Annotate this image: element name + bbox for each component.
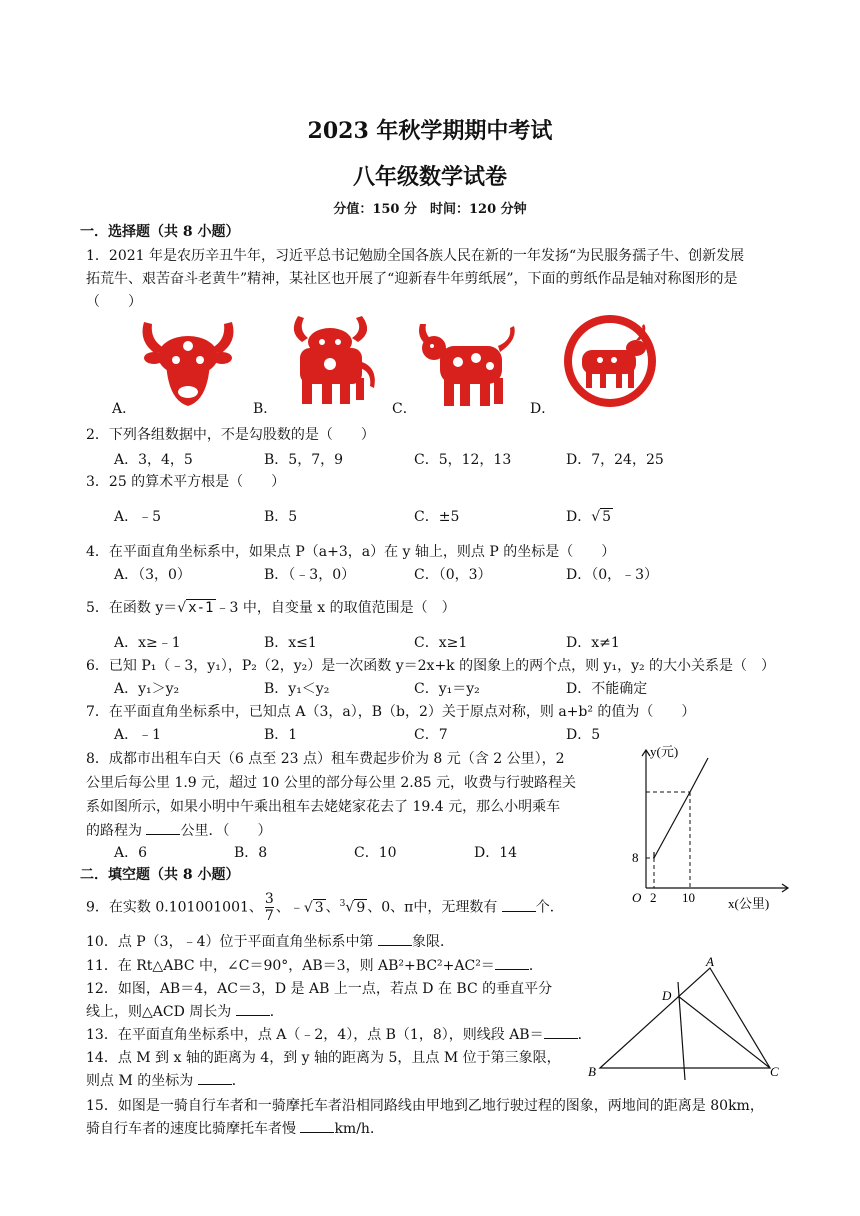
q1-option-b: B． (253, 401, 278, 417)
q8-option-b: B．8 (234, 845, 268, 861)
q6-stem: 6．已知 P₁（﹣3，y₁），P₂（2，y₂）是一次函数 y＝2x+k 的图象上的两个点，则 y₁，y₂ 的大小关系是（ ） (86, 658, 776, 674)
q1-option-a: A． (112, 401, 137, 417)
point-c-label: C (770, 1064, 779, 1079)
graph-x-label: x(公里) (728, 896, 770, 911)
q8-line2: 公里后每公里 1.9 元，超过 10 公里的部分每公里 2.85 元，收费与行驶路程关 (86, 775, 576, 791)
papercut-ox-walking-image (414, 316, 522, 414)
q2-option-b: B．5，7，9 (264, 452, 344, 468)
graph-x-tick-10: 10 (682, 890, 695, 905)
graph-x-tick-2: 2 (650, 890, 657, 905)
q12-line1: 12．如图，AB＝4，AC＝3，D 是 AB 上一点，若点 D 在 BC 的垂直平分 (86, 981, 553, 997)
q5-option-c: C．x≥1 (414, 635, 468, 651)
q7-option-d: D．5 (566, 727, 601, 743)
sqrt-sign: √ 5 (591, 509, 612, 525)
q5-stem: 5．在函数 y＝√ x-1 ﹣3 中，自变量 x 的取值范围是（ ） (86, 600, 456, 616)
exam-subtitle: 八年级数学试卷 (352, 164, 507, 190)
q6-option-d: D．不能确定 (566, 681, 648, 697)
q6-option-c: C．y₁＝y₂ (414, 681, 480, 697)
sqrt-sign: √ 3 (303, 899, 324, 916)
q13-stem: 13．在平面直角坐标系中，点 A（﹣2，4），点 B（1，8），则线段 AB＝ ． (86, 1027, 592, 1043)
sqrt-sign: √ x-1 (177, 600, 214, 616)
q14-line1: 14．点 M 到 x 轴的距离为 4，到 y 轴的距离为 5，且点 M 位于第三象限， (86, 1050, 561, 1066)
q6-option-b: B．y₁＜y₂ (264, 681, 330, 697)
q11-stem: 11．在 Rt△ABC 中，∠C＝90°，AB＝3，则 AB²+BC²+AC²＝ ． (86, 958, 543, 974)
q6-option-a: A．y₁＞y₂ (114, 681, 180, 697)
answer-blank (236, 1003, 270, 1016)
answer-blank (378, 933, 412, 946)
q8-line3: 系如图所示，如果小明中午乘出租车去姥姥家花去了 19.4 元，那么小明乘车 (86, 799, 561, 815)
q1-line2: 拓荒牛、艰苦奋斗老黄牛”精神，某社区也开展了“迎新春牛年剪纸展”，下面的剪纸作品是轴对称图形的是 (86, 271, 738, 287)
q2-option-d: D．7，24，25 (566, 452, 664, 468)
section-choice-title: 一．选择题（共 8 小题） (80, 224, 240, 240)
section-fill-title: 二．填空题（共 8 小题） (80, 867, 240, 883)
q12-line2: 线上，则△ACD 周长为 ． (86, 1004, 284, 1020)
q5-option-a: A．x≥﹣1 (114, 635, 181, 651)
q4-option-c: C．（0，3） (414, 567, 492, 583)
q3-option-a: A．﹣5 (114, 509, 162, 525)
papercut-ox-circle-image (556, 312, 664, 410)
q8-line4: 的路程为 公里．（ ） (86, 823, 272, 839)
graph-y-tick-8: 8 (632, 850, 639, 865)
papercut-ox-face-image (134, 312, 242, 410)
q1-option-c: C． (392, 401, 417, 417)
q4-option-a: A．（3，0） (114, 567, 191, 583)
q1-line3: （ ） (86, 294, 142, 310)
q7-stem: 7．在平面直角坐标系中，已知点 A（3，a），B（b，2）关于原点对称，则 a+b² 的值为（ ） (86, 704, 696, 720)
q5-option-b: B．x≤1 (264, 635, 317, 651)
q2-option-a: A．3，4，5 (114, 452, 193, 468)
q15-line2: 骑自行车者的速度比骑摩托车者慢 km/h． (86, 1121, 384, 1137)
papercut-ox-standing-image (278, 312, 386, 410)
q4-option-b: B．（﹣3，0） (264, 567, 356, 583)
q3-d-radicand: 5 (602, 509, 612, 525)
answer-blank (198, 1072, 232, 1085)
q4-stem: 4．在平面直角坐标系中，如果点 P（a+3，a）在 y 轴上，则点 P 的坐标是（ ） (86, 544, 616, 560)
q5-radicand: x-1 (188, 600, 214, 616)
point-a-label: A (706, 954, 714, 969)
q3-option-d: D．√ 5 (566, 509, 612, 525)
answer-blank (146, 822, 180, 835)
q3-option-b: B．5 (264, 509, 298, 525)
cube-root-sign: $^3$√ 9 (339, 899, 366, 916)
q1-line1: 1．2021 年是农历辛丑牛年，习近平总书记勉励全国各族人民在新的一年发扬“为民服务孺子牛、创新发展 (86, 248, 745, 264)
q2-option-c: C．5，12，13 (414, 452, 512, 468)
q7-option-b: B．1 (264, 727, 298, 743)
answer-blank (300, 1120, 334, 1133)
q1-option-d: D． (530, 401, 556, 417)
q8-line1: 8．成都市出租车白天（6 点至 23 点）租车费起步价为 8 元（含 2 公里），2 (86, 751, 565, 767)
exam-info: 分值：150 分 时间：120 分钟 (333, 202, 527, 217)
q15-line1: 15．如图是一骑自行车者和一骑摩托车者沿相同路线由甲地到乙地行驶过程的图象，两地间的距离是 80km， (86, 1098, 764, 1114)
q8-option-a: A．6 (114, 845, 148, 861)
q5-option-d: D．x≠1 (566, 635, 620, 651)
q9-stem: 9．在实数 0.101001001、 $\frac{3}{7}$ 、﹣√ 3 、$^3$√ 9 、0、π中，无理数有 个． (86, 886, 564, 926)
q8-option-c: C．10 (354, 845, 397, 861)
point-d-label: D (662, 988, 672, 1003)
q7-option-c: C．7 (414, 727, 448, 743)
answer-blank (544, 1026, 578, 1039)
answer-blank (495, 957, 529, 970)
q8-option-d: D．14 (474, 845, 518, 861)
fraction-3-7: $\frac{3}{7}$ (264, 891, 274, 925)
q2-stem: 2．下列各组数据中，不是勾股数的是（ ） (86, 427, 375, 443)
taxi-fare-graph (616, 740, 792, 916)
q3-option-c: C．±5 (414, 509, 460, 525)
graph-y-label: y(元) (650, 744, 679, 759)
q10-stem: 10．点 P（3，﹣4）位于平面直角坐标系中第 象限． (86, 934, 454, 950)
graph-origin-label: O (632, 890, 642, 905)
answer-blank (502, 899, 536, 912)
exam-title: 2023 年秋学期期中考试 (307, 118, 553, 144)
q3-stem: 3．25 的算术平方根是（ ） (86, 474, 286, 490)
q14-line2: 则点 M 的坐标为 ． (86, 1073, 246, 1089)
triangle-abc-figure (586, 954, 786, 1082)
q7-option-a: A．﹣1 (114, 727, 162, 743)
q4-option-d: D．（0，﹣3） (566, 567, 659, 583)
point-b-label: B (588, 1064, 596, 1079)
